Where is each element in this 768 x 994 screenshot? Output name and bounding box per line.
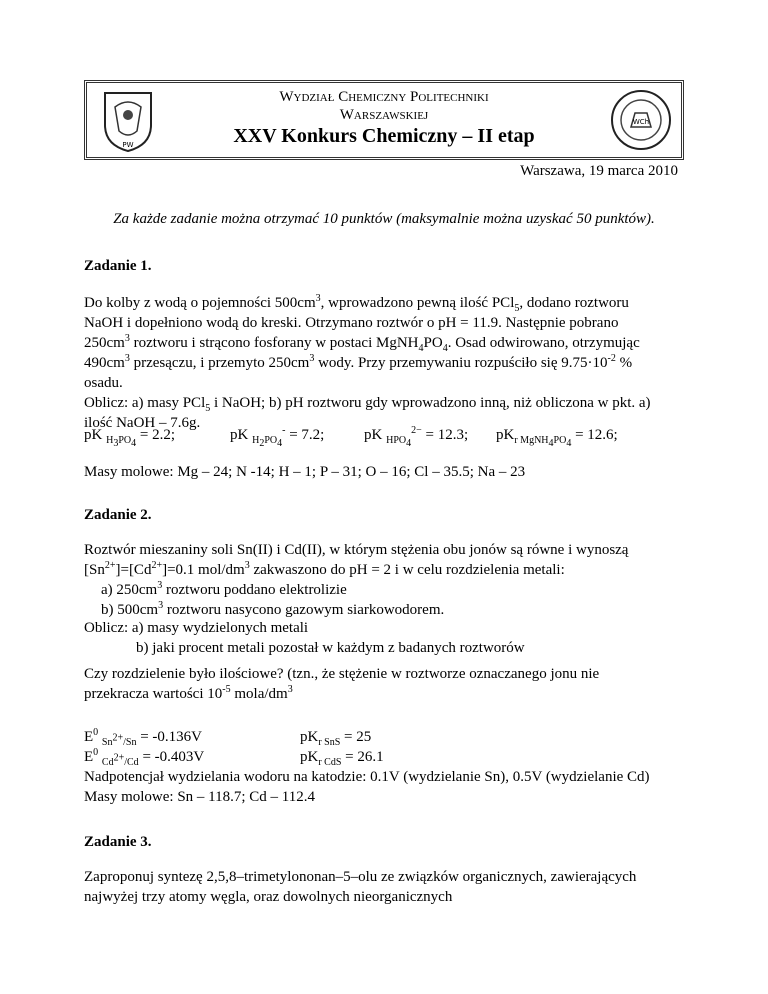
task2-constants: $E^0$ $_{Sn^{2+}/Sn}$ = -0.136V $pK_{r SnS} = 25$ $E^0$ $_{Cd^{2+}/Cd}$ = -0.403V $pK_{r CdS} = 26.1$ Nadpotencjał wydzielania wodoru na katodzie: 0.1V (wydzielanie Sn), 0.5V (wydzielanie Cd) Masy molowe: Sn – 118.7; Cd – 112.4: [84, 727, 650, 805]
task2-questions: Oblicz: a) masy wydzielonych metali b) jaki procent metali pozostał w każdym z badanych roztworów: [84, 620, 525, 656]
task2-question: Czy rozdzielenie było ilościowe? (tzn., że stężenie w roztworze oznaczanego jonu nie przekracza wartości $10^{-5}$ mola/$dm^3$: [84, 666, 600, 702]
header-title: XXV Konkurs Chemiczny – II etap: [233, 125, 535, 147]
task3-body: Zaproponuj syntezę 2,5,8–trimetylononan–5–olu ze związków organicznych, zawierających najwyżej trzy atomy węgla, oraz dowolnych nieorganicznych: [84, 869, 637, 905]
left-logo-label: PW: [122, 141, 134, 149]
task2-body: Roztwór mieszaniny soli Sn(II) i Cd(II), w którym stężenia obu jonów są równe i wynoszą $[Sn^{2+}]=[Cd^{2+}]=0.1$ mol/$dm^3$ zakwaszono do pH = 2 i w celu rozdzielenia metali: a) $250cm^3$ roztworu poddano elektrolizie b) $500cm^3$ roztworu nasycono gazowym siarkowodorem.: [84, 542, 629, 618]
task1-molar-masses: Masy molowe: Mg – 24; N -14; H – 1; P – 31; O – 16; Cl – 35.5; Na – 23: [84, 464, 526, 480]
header-line2: Warszawskiej: [339, 107, 429, 123]
header-line1: Wydział Chemiczny Politechniki: [279, 89, 489, 105]
task2-title: Zadanie 2.: [84, 507, 152, 523]
date: Warszawa, 19 marca 2010: [520, 163, 678, 179]
faculty-seal-icon: [609, 87, 673, 153]
header-box: [84, 80, 684, 160]
task3-title: Zadanie 3.: [84, 834, 152, 850]
task1-body: Do kolby z wodą o pojemności $500cm^3$, wprowadzono pewną ilość PCl$_5$, dodano roztworu NaOH i dopełniono wodą do kreski. Otrzymano roztwór o pH = 11.9. Następnie pobrano $250cm^3$ roztworu i strącono fosforany w postaci $MgNH_4PO_4$. Osad odwirowano, otrzymując $490cm^3$ przesączu, i przemyto $250cm^3$ wody. Przy przemywaniu rozpuściło się $9.75\cdot 10^{-2}$ % osadu. Oblicz: a) masy PCl$_5$ i NaOH; b) pH roztworu gdy wprowadzono inną, niż obliczona w pkt. a) ilość NaOH – 7.6g.: [84, 293, 651, 431]
intro: Za każde zadanie można otrzymać 10 punktów (maksymalnie można uzyskać 50 punktów).: [113, 211, 655, 227]
right-logo-label: WCh: [632, 118, 650, 126]
task1-title: Zadanie 1.: [84, 258, 152, 274]
